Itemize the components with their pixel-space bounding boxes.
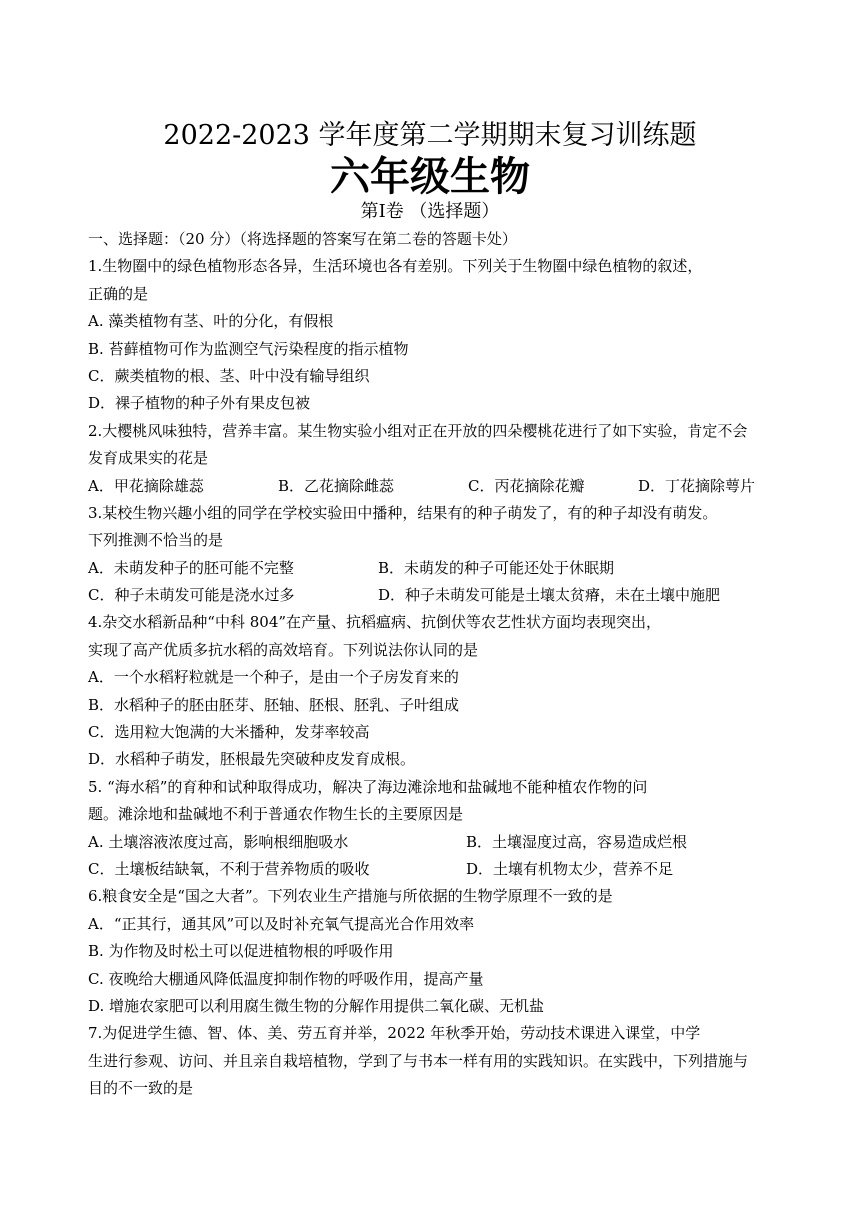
question-2-option-c: C．丙花摘除花瓣 bbox=[468, 476, 585, 495]
question-5-option-c: C．土壤板结缺氧，不利于营养物质的吸收 bbox=[88, 859, 370, 878]
question-1-stem: 1.生物圈中的绿色植物形态各异，生活环境也各有差别。下列关于生物圈中绿色植物的叙述， bbox=[88, 257, 703, 276]
question-4-stem: 4.杂交水稻新品种“中科 804”在产量、抗稻瘟病、抗倒伏等农艺性状方面均表现突出， bbox=[88, 613, 662, 632]
question-4-option-a: A．一个水稻籽粒就是一个种子，是由一个子房发育来的 bbox=[88, 668, 459, 687]
section-heading: 一、选择题：（20 分）（将选择题的答案写在第二卷的答题卡处） bbox=[88, 230, 517, 248]
question-6-stem: 6.粮食安全是“国之大者”。下列农业生产措施与所依据的生物学原理不一致的是 bbox=[88, 887, 613, 906]
question-2-option-d: D．丁花摘除萼片 bbox=[638, 476, 756, 495]
question-3-stem: 3.某校生物兴趣小组的同学在学校实验田中播种，结果有的种子萌发了，有的种子却没有萌发。 bbox=[88, 503, 718, 522]
question-5-option-d: D．土壤有机物太少，营养不足 bbox=[466, 859, 674, 878]
question-5-stem-cont: 题。滩涂地和盐碱地不利于普通农作物生长的主要原因是 bbox=[88, 805, 464, 824]
question-3-option-c: C．种子未萌发可能是浇水过多 bbox=[88, 586, 295, 605]
question-5-option-a: A. 土壤溶液浓度过高，影响根细胞吸水 bbox=[88, 832, 349, 851]
question-3-option-d: D．种子未萌发可能是土壤太贫瘠，未在土壤中施肥 bbox=[378, 586, 721, 605]
question-1-option-a: A. 藻类植物有茎、叶的分化，有假根 bbox=[88, 312, 334, 331]
question-2-option-b: B．乙花摘除雌蕊 bbox=[278, 476, 395, 495]
subject-title: 六年级生物 bbox=[330, 154, 530, 200]
question-3-option-a: A．未萌发种子的胚可能不完整 bbox=[88, 558, 294, 577]
question-6-option-d: D. 增施农家肥可以利用腐生微生物的分解作用提供二氧化碳、无机盐 bbox=[88, 996, 545, 1015]
question-area bbox=[88, 226, 788, 1103]
question-4-option-c: C．选用粒大饱满的大米播种，发芽率较高 bbox=[88, 723, 370, 742]
question-1-option-c: C．蕨类植物的根、茎、叶中没有输导组织 bbox=[88, 366, 370, 385]
question-4-option-d: D．水稻种子萌发，胚根最先突破种皮发育成根。 bbox=[88, 750, 416, 769]
question-5-options-ab bbox=[88, 829, 788, 856]
question-6-option-b: B. 为作物及时松土可以促进植物根的呼吸作用 bbox=[88, 942, 394, 961]
question-1-stem-cont: 正确的是 bbox=[88, 284, 149, 303]
question-7-stem-cont: 生进行参观、访问、并且亲自栽培植物，学到了与书本一样有用的实践知识。在实践中，下列措施与 bbox=[88, 1051, 749, 1070]
question-5-stem: 5. “海水稻”的育种和试种取得成功，解决了海边滩涂地和盐碱地不能种植农作物的问 bbox=[88, 777, 648, 796]
question-7-stem: 7.为促进学生德、智、体、美、劳五育并举，2022 年秋季开始，劳动技术课进入课堂，中学 bbox=[88, 1024, 701, 1043]
question-2-option-a: A．甲花摘除雄蕊 bbox=[88, 476, 204, 495]
question-1-option-b: B. 苔藓植物可作为监测空气污染程度的指示植物 bbox=[88, 339, 409, 358]
question-5-option-b: B．土壤湿度过高，容易造成烂根 bbox=[466, 832, 688, 851]
question-2-stem: 2.大樱桃风味独特，营养丰富。某生物实验小组对正在开放的四朵樱桃花进行了如下实验，肯定不会 bbox=[88, 421, 748, 440]
question-1-option-d: D．裸子植物的种子外有果皮包被 bbox=[88, 394, 311, 413]
question-3-stem-cont: 下列推测不恰当的是 bbox=[88, 531, 224, 550]
question-5-options-cd bbox=[88, 856, 788, 883]
exam-title: 2022-2023 学年度第二学期期末复习训练题 bbox=[163, 120, 697, 151]
question-6-option-a: A．“正其行，通其风”可以及时补充氧气提高光合作用效率 bbox=[88, 914, 475, 933]
volume-heading: 第Ⅰ卷 （选择题） bbox=[360, 201, 500, 222]
question-3-options-ab bbox=[88, 555, 788, 582]
question-3-options-cd bbox=[88, 582, 788, 609]
question-4-stem-cont: 实现了高产优质多抗水稻的高效培育。下列说法你认同的是 bbox=[88, 640, 479, 659]
question-3-option-b: B．未萌发的种子可能还处于休眠期 bbox=[378, 558, 615, 577]
question-7-stem-end: 目的不一致的是 bbox=[88, 1079, 194, 1098]
question-2-stem-cont: 发育成果实的花是 bbox=[88, 449, 209, 468]
question-6-option-c: C. 夜晚给大棚通风降低温度抑制作物的呼吸作用，提高产量 bbox=[88, 969, 484, 988]
question-2-options bbox=[88, 473, 788, 500]
question-4-option-b: B．水稻种子的胚由胚芽、胚轴、胚根、胚乳、子叶组成 bbox=[88, 695, 460, 714]
